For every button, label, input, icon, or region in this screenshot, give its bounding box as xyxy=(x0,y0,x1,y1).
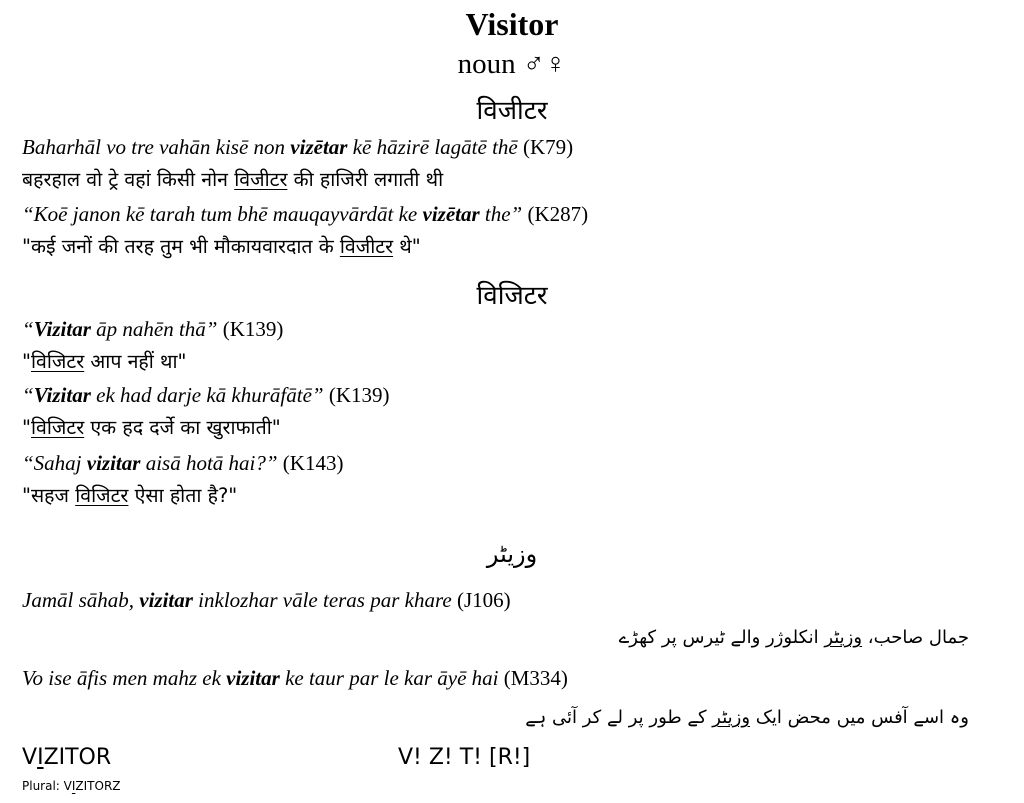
example-transliteration xyxy=(22,666,568,691)
urdu-text: کے طور پر لے کر آئی ہے xyxy=(525,707,713,728)
romanized-word-part: V xyxy=(22,745,38,770)
translit-text: āp nahēn thā” xyxy=(90,317,218,341)
translit-keyword: Vizitar xyxy=(33,383,91,407)
translit-text: ek had darje kā khurāfātē” xyxy=(90,383,324,407)
urdu-text: انکلوژر والے ٹیرس پر کھڑے xyxy=(618,627,825,648)
section-heading-vijitar: विजीटर xyxy=(476,96,548,126)
plural-word-part: V xyxy=(63,779,72,793)
example-transliteration xyxy=(22,588,511,613)
source-reference: (J106) xyxy=(456,588,511,612)
romanized-word xyxy=(22,745,111,770)
translit-text: “Sahaj xyxy=(22,451,87,475)
headword: Visitor xyxy=(465,6,559,42)
translit-keyword: vizitar xyxy=(139,588,193,612)
urdu-text: جمال صاحب، xyxy=(862,627,969,648)
source-reference: (M334) xyxy=(503,666,568,690)
translit-text: the” xyxy=(479,202,523,226)
devanagari-text: " xyxy=(22,350,31,373)
translit-text: “ xyxy=(22,317,34,341)
source-reference: (K287) xyxy=(527,202,589,226)
devanagari-keyword: विजिटर xyxy=(75,484,129,507)
example-urdu xyxy=(525,707,969,728)
plural-word-part: ZITORZ xyxy=(75,779,121,793)
translit-keyword: vizitar xyxy=(86,451,141,475)
plural-form xyxy=(22,779,121,793)
devanagari-text: "कई जनों की तरह तुम भी मौकायवारदात के xyxy=(22,235,340,258)
devanagari-keyword: विजिटर xyxy=(30,416,85,439)
source-reference: (K139) xyxy=(222,317,284,341)
example-devanagari xyxy=(22,481,237,508)
section-heading-vijitar-alt: विजिटर xyxy=(476,281,548,311)
translit-text: ke taur par le kar āyē hai xyxy=(279,666,499,690)
devanagari-text: की हाजिरी लगाती थी xyxy=(287,168,444,191)
translit-keyword: vizētar xyxy=(422,202,480,226)
example-transliteration xyxy=(22,451,343,476)
plural-label: Plural: xyxy=(22,779,64,793)
part-of-speech xyxy=(0,48,1024,81)
devanagari-text: " xyxy=(22,416,31,439)
example-transliteration xyxy=(22,202,588,227)
devanagari-keyword: विजिटर xyxy=(30,350,85,373)
translit-text: Jamāl sāhab, xyxy=(22,588,140,612)
translit-text: “Koē janon kē tarah tum bhē mauqayvārdāt ke xyxy=(22,202,423,226)
source-reference: (K139) xyxy=(328,383,390,407)
devanagari-text: ऐसा होता है?" xyxy=(128,484,238,507)
stressed-letter: I xyxy=(37,745,44,770)
devanagari-text: एक हद दर्जे का खुराफाती" xyxy=(84,416,281,439)
example-devanagari xyxy=(22,413,281,440)
plural-stressed-letter: I xyxy=(71,779,76,793)
example-urdu xyxy=(619,627,969,648)
pronunciation: V! Z! T! [R!] xyxy=(398,745,531,770)
devanagari-keyword: विजीटर xyxy=(234,168,288,191)
example-transliteration xyxy=(22,317,283,342)
devanagari-keyword: विजीटर xyxy=(339,235,394,258)
translit-text: Vo ise āfis men mahz ek xyxy=(22,666,227,690)
translit-keyword: vizētar xyxy=(290,135,348,159)
source-reference: (K143) xyxy=(282,451,344,475)
translit-text: Baharhāl vo tre vahān kisē non xyxy=(22,135,291,159)
part-of-speech-label: noun ♂♀ xyxy=(457,48,567,80)
urdu-text: وہ اسے آفس میں محض ایک xyxy=(750,707,969,728)
translit-text: “ xyxy=(22,383,34,407)
example-devanagari xyxy=(22,232,421,259)
urdu-keyword: وزیٹر xyxy=(712,707,751,728)
translit-keyword: vizitar xyxy=(226,666,280,690)
section-heading-urdu: وزیٹر xyxy=(486,540,538,568)
example-devanagari xyxy=(22,347,187,374)
devanagari-text: थे" xyxy=(393,235,421,258)
devanagari-text: "सहज xyxy=(22,484,76,507)
devanagari-text: बहरहाल वो ट्रे वहां किसी नोन xyxy=(22,168,235,191)
example-devanagari xyxy=(22,165,443,192)
translit-text: aisā hotā hai?” xyxy=(140,451,278,475)
translit-text: inklozhar vāle teras par khare xyxy=(192,588,452,612)
source-reference: (K79) xyxy=(523,135,574,159)
translit-keyword: Vizitar xyxy=(33,317,91,341)
devanagari-text: आप नहीं था" xyxy=(84,350,187,373)
example-transliteration xyxy=(22,135,573,160)
romanized-word-part: ZITOR xyxy=(43,745,112,770)
translit-text: kē hāzirē lagātē thē xyxy=(347,135,518,159)
example-transliteration xyxy=(22,383,390,408)
urdu-keyword: وزیٹر xyxy=(824,627,863,648)
